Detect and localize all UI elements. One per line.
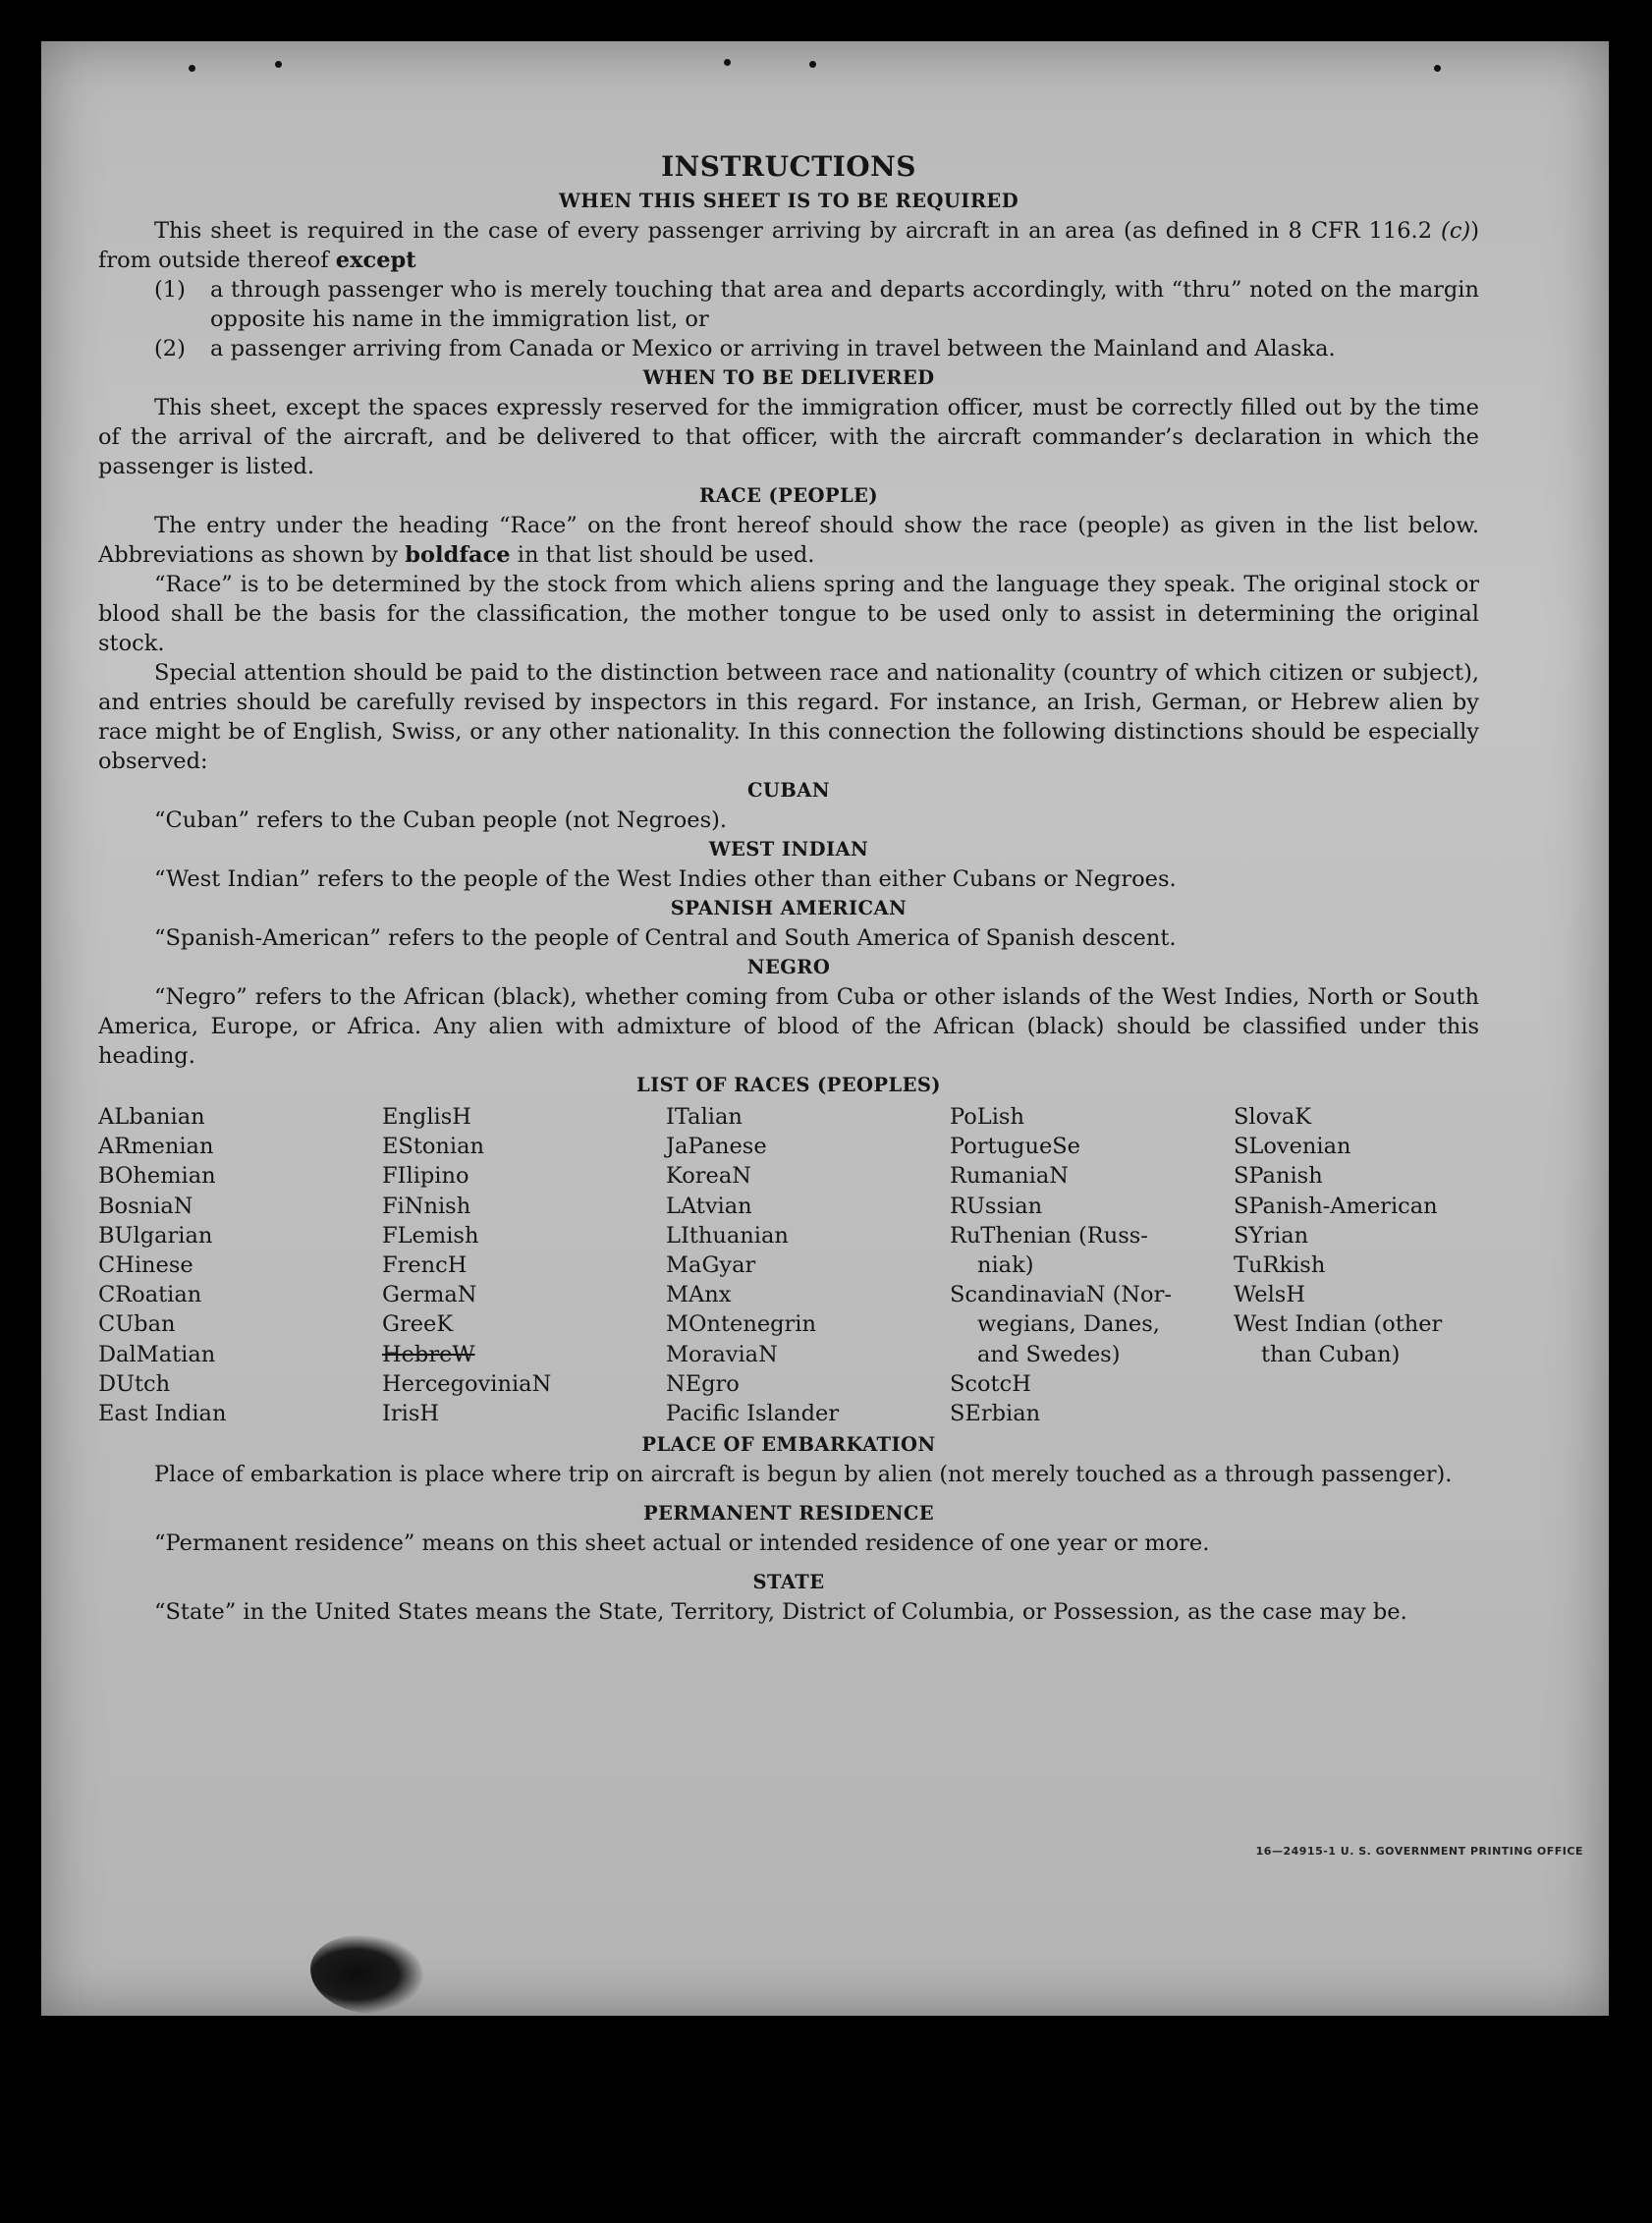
race-entry: JaPanese [666,1134,767,1160]
heading-race: RACE (PEOPLE) [699,484,878,507]
race-entry: NEgro [666,1370,740,1397]
race-entry: PoLish [950,1104,1024,1130]
race-entry: RUssian [950,1193,1043,1219]
race-entry: KoreaN [666,1163,751,1190]
paragraph-when-delivered: This sheet, except the spaces expressly reserved for the immigration officer, must be correctly filled out by the time of the arrival of the aircraft, and be delivered to that officer, with the aircraft commander’s declaration in which the passenger is listed. [98,395,1479,479]
list-item: (2) a passenger arriving from Canada or Mexico or arriving in travel between the Mainland and Alaska. [154,336,1336,361]
paragraph-residence: “Permanent residence” means on this sheet actual or intended residence of one year or more. [154,1530,1210,1557]
race-entry: DalMatian [98,1341,216,1367]
race-entry: HercegoviniaN [382,1370,552,1397]
race-entry: GreeK [382,1311,454,1338]
races-column-1 [98,1102,382,1428]
paragraph-race-1: The entry under the heading “Race” on the front hereof should show the race (people) as given in the list below. Abbreviations as shown by boldface in that list should be used. [98,513,1479,568]
race-entry: BosniaN [98,1193,193,1219]
heading-west-indian: WEST INDIAN [708,838,869,861]
punch-hole [809,61,816,68]
race-entry: IrisH [382,1401,440,1427]
races-table [98,1102,1479,1428]
paragraph-when-required: This sheet is required in the case of every passenger arriving by aircraft in an area (as defined in 8 CFR 116.2 (c)) from outside thereof except [98,218,1479,273]
races-column-2 [382,1102,666,1428]
instructions-page [98,147,1479,1627]
race-entry-continued: wegians, Danes, [977,1311,1160,1338]
paragraph-spanish-american: “Spanish-American” refers to the people of Central and South America of Spanish descent. [154,925,1177,951]
list-item: (1) a through passenger who is merely touching that area and departs accordingly, with “thru” noted on the margin opposite his name in the immigration list, or [154,277,1479,332]
races-column-3 [666,1102,950,1428]
race-entry: PortugueSe [950,1134,1081,1160]
heading-when-required: WHEN THIS SHEET IS TO BE REQUIRED [558,190,1019,212]
heading-embarkation: PLACE OF EMBARKATION [641,1433,936,1457]
race-entry: CUban [98,1311,176,1338]
race-entry: ScotcH [950,1370,1031,1397]
paragraph-race-3: Special attention should be paid to the distinction between race and nationality (country of which citizen or subject), and entries should be carefully revised by inspectors in this regard. For instance, an Irish, German, or Hebrew alien by race might be of English, Swiss, or any other nationality. In this connection the following distinctions should be especially observed: [98,660,1479,774]
race-entry-continued: niak) [977,1252,1034,1279]
race-entry: SYrian [1234,1222,1309,1249]
race-entry: MoraviaN [666,1341,778,1367]
race-entry: MOntenegrin [666,1311,816,1338]
race-entry: Pacific Islander [666,1401,840,1427]
race-entry-struck: HebreW [382,1341,475,1367]
race-entry: SErbian [950,1401,1041,1427]
paragraph-cuban: “Cuban” refers to the Cuban people (not Negroes). [154,807,728,833]
heading-cuban: CUBAN [747,779,830,802]
race-entry: DUtch [98,1370,171,1397]
race-entry: CHinese [98,1252,193,1279]
race-entry: CRoatian [98,1282,202,1308]
printing-office-code: 16—24915-1 U. S. GOVERNMENT PRINTING OFFICE [1255,1845,1583,1858]
exception-list [154,275,1479,363]
race-entry: East Indian [98,1401,227,1427]
race-entry: FiNnish [382,1193,471,1219]
races-column-4 [950,1102,1234,1428]
punch-hole [1434,65,1441,72]
race-entry: WelsH [1234,1282,1305,1308]
race-entry: BOhemian [98,1163,216,1190]
race-entry: LIthuanian [666,1222,789,1249]
punch-hole [724,59,731,66]
heading-negro: NEGRO [746,956,831,978]
race-entry: FIlipino [382,1163,469,1190]
race-entry: SLovenian [1234,1134,1351,1160]
heading-state: STATE [752,1571,825,1594]
heading-when-delivered: WHEN TO BE DELIVERED [642,366,935,389]
paragraph-race-2: “Race” is to be determined by the stock from which aliens spring and the language they speak. The original stock or blood shall be the basis for the classification, the mother tongue to be used only to assist in determining the original stock. [98,572,1479,656]
race-entry: GermaN [382,1282,477,1308]
race-entry: ScandinaviaN (Nor- [950,1282,1172,1308]
race-entry: West Indian (other [1234,1311,1443,1338]
page-title: INSTRUCTIONS [661,150,916,183]
race-entry: BUlgarian [98,1222,213,1249]
race-entry: MAnx [666,1282,732,1308]
race-entry: LAtvian [666,1193,752,1219]
race-entry-continued: than Cuban) [1261,1341,1401,1367]
punch-hole [189,65,195,72]
ink-stain [310,1935,423,2014]
race-entry: EStonian [382,1134,485,1160]
heading-spanish-american: SPANISH AMERICAN [670,897,908,919]
race-entry: ARmenian [98,1134,214,1160]
paragraph-negro: “Negro” refers to the African (black), whether coming from Cuba or other islands of the West Indies, North or South America, Europe, or Africa. Any alien with admixture of blood of the African (black) should be classified under this heading. [98,984,1479,1069]
punch-hole [275,61,282,68]
race-entry-continued: and Swedes) [977,1341,1121,1367]
race-entry: ALbanian [98,1104,205,1130]
race-entry: FrencH [382,1252,468,1279]
race-entry: SPanish-American [1234,1193,1438,1219]
race-entry: MaGyar [666,1252,756,1279]
race-entry: RuThenian (Russ- [950,1222,1148,1249]
paragraph-state: “State” in the United States means the State, Territory, District of Columbia, or Possession, as the case may be. [154,1599,1407,1626]
race-entry: ITalian [666,1104,743,1130]
race-entry: EnglisH [382,1104,471,1130]
race-entry: SPanish [1234,1163,1323,1190]
paragraph-west-indian: “West Indian” refers to the people of the West Indies other than either Cubans or Negroes. [154,866,1177,892]
heading-residence: PERMANENT RESIDENCE [642,1502,935,1526]
race-entry: FLemish [382,1222,479,1249]
race-entry: RumaniaN [950,1163,1069,1190]
heading-list-of-races: LIST OF RACES (PEOPLES) [636,1074,941,1096]
paragraph-embarkation: Place of embarkation is place where trip on aircraft is begun by alien (not merely touched as a through passenger). [154,1462,1453,1488]
races-column-5 [1234,1102,1479,1428]
race-entry: SlovaK [1234,1104,1312,1130]
race-entry: TuRkish [1234,1252,1326,1279]
